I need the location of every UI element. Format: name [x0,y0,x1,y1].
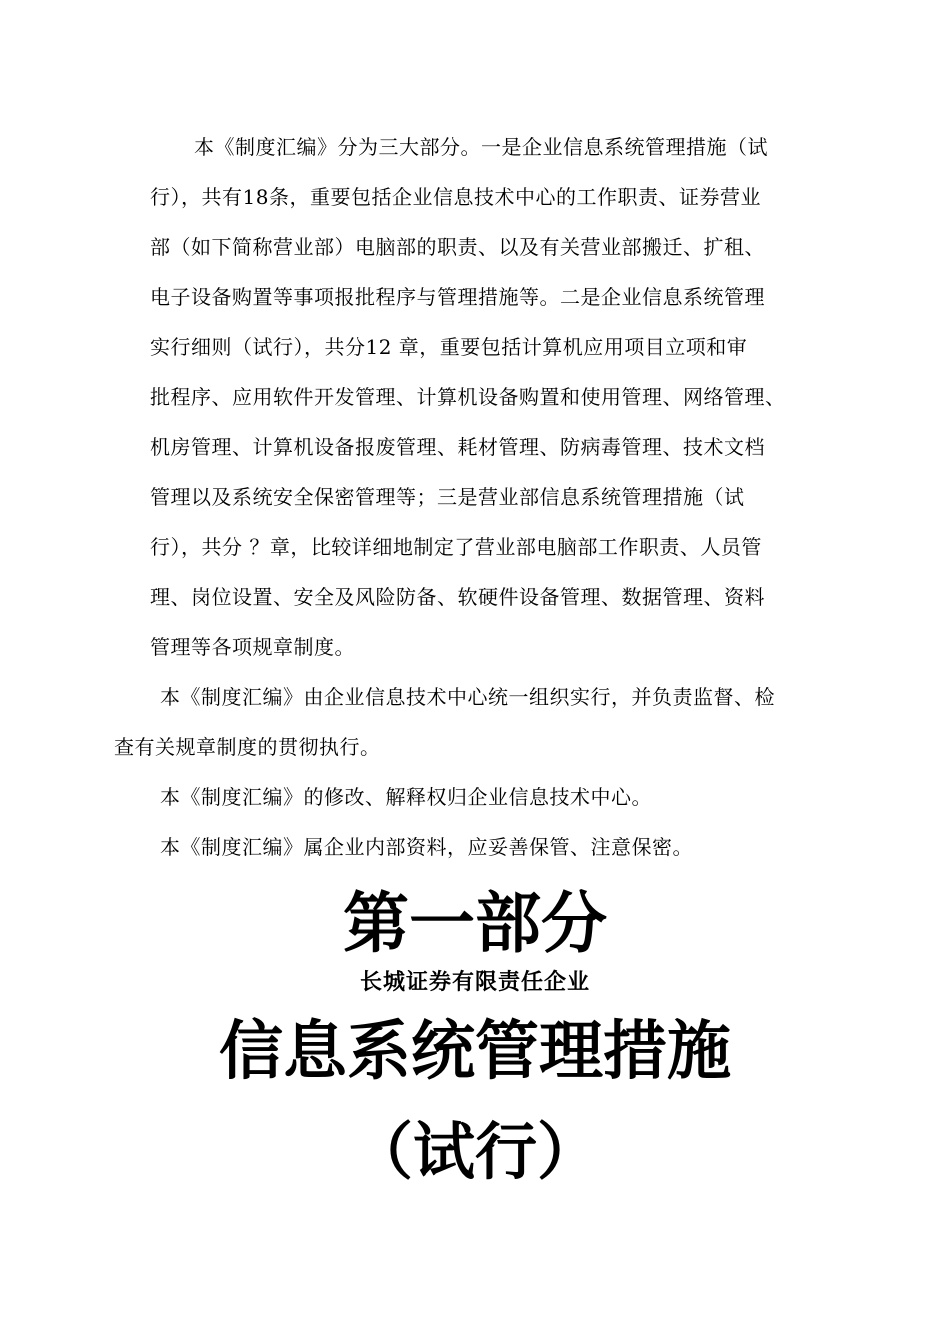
interpretation-paragraph: 本《制度汇编》的修改、解释权归企业信息技术中心。 [160,785,652,809]
intro-line-6: 批程序、应用软件开发管理、计算机设备购置和使用管理、网络管理、 [150,385,786,409]
intro-line-7: 机房管理、计算机设备报废管理、耗材管理、防病毒管理、技术文档 [150,435,765,459]
part-title: 第一部分 [343,885,607,962]
supervision-line-2: 查有关规章制度的贯彻执行。 [114,735,381,759]
supervision-line-1: 本《制度汇编》由企业信息技术中心统一组织实行，并负责监督、检 [160,685,775,709]
intro-line-9: 行），共分 ？章，比较详细地制定了营业部电脑部工作职责、人员管 [150,535,762,559]
intro-line-2: 行），共有18条，重要包括企业信息技术中心的工作职责、证券营业 [150,185,761,209]
trial-label: （试行） [350,1115,599,1188]
company-name: 长城证券有限责任企业 [359,970,590,995]
intro-line-5: 实行细则（试行），共分12 章，重要包括计算机应用项目立项和审 [150,335,748,359]
confidentiality-paragraph: 本《制度汇编》属企业内部资料，应妥善保管、注意保密。 [160,835,693,859]
intro-line-4: 电子设备购置等事项报批程序与管理措施等。二是企业信息系统管理 [150,285,765,309]
intro-line-11: 管理等各项规章制度。 [150,635,355,659]
intro-line-10: 理、岗位设置、安全及风险防备、软硬件设备管理、数据管理、资料 [150,585,765,609]
intro-line-1: 本《制度汇编》分为三大部分。一是企业信息系统管理措施（试 [194,135,768,159]
intro-line-3: 部（如下简称营业部）电脑部的职责、以及有关营业部搬迁、扩租、 [150,235,765,259]
measures-title: 信息系统管理措施 [219,1015,731,1089]
intro-line-8: 管理以及系统安全保密管理等；三是营业部信息系统管理措施（试 [150,485,745,509]
